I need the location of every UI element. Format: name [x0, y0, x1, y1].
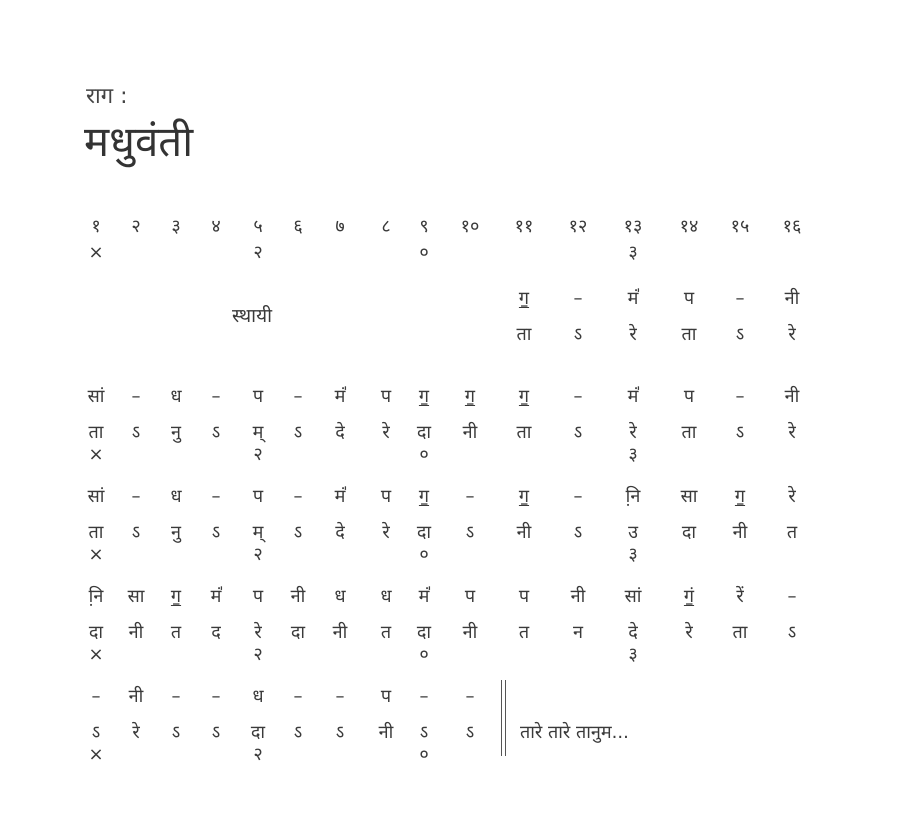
swar-row-cell: –: [419, 686, 429, 707]
taal-mark-cell: ०: [419, 644, 429, 665]
bol-row-cell: ऽ: [293, 422, 303, 443]
sthayi-swar-cell: नी: [784, 288, 800, 309]
bol-row-cell: दा: [416, 522, 432, 543]
taal-mark-cell: ×: [88, 242, 104, 263]
bol-row-cell: रे: [629, 422, 637, 443]
beat-number-cell: १: [91, 216, 101, 237]
swar-row-cell: सा: [127, 586, 145, 607]
beat-number-cell: ५: [253, 216, 263, 237]
bol-row-cell: ता: [681, 422, 697, 443]
bol-row-cell: रे: [382, 522, 390, 543]
bol-row-cell: ऽ: [335, 722, 345, 743]
taal-mark-cell: २: [253, 744, 263, 765]
swar-row-cell: प: [380, 686, 392, 707]
taal-mark-cell: ३: [628, 644, 638, 665]
bol-row-cell: दा: [88, 622, 104, 643]
bol-row-cell: दे: [335, 422, 345, 443]
taal-mark-cell: ०: [419, 242, 429, 263]
swar-row-cell: प: [464, 586, 476, 607]
taal-mark-cell: ×: [88, 644, 104, 665]
swar-row-cell: रे: [788, 486, 796, 507]
taal-mark-cell: ०: [419, 444, 429, 465]
bol-row-cell: त: [518, 622, 530, 643]
bol-row-cell: रे: [132, 722, 140, 743]
bol-row-cell: नी: [516, 522, 532, 543]
bol-row-cell: नी: [378, 722, 394, 743]
swar-row-cell: सां: [87, 386, 105, 407]
swar-row-cell: सा: [680, 486, 698, 507]
taal-mark-cell: २: [253, 444, 263, 465]
swar-row-cell: –: [335, 686, 345, 707]
taal-mark-cell: २: [253, 644, 263, 665]
bol-row-cell: त: [170, 622, 182, 643]
sthayi-bol-cell: ता: [516, 324, 532, 345]
swar-row-cell: नि़: [625, 486, 641, 507]
bol-row-cell: दा: [416, 622, 432, 643]
sthayi-bol: [0, 322, 905, 352]
beat-number-cell: ६: [293, 216, 303, 237]
sthayi-bol-cell: ऽ: [573, 324, 583, 345]
bol-row-cell: ऽ: [293, 522, 303, 543]
bol-row-cell: ऽ: [211, 522, 221, 543]
swar-row-cell: ध: [334, 586, 346, 607]
sthayi-bol-cell: ऽ: [735, 324, 745, 345]
swar-row-cell: –: [131, 386, 141, 407]
swar-row-cell: –: [573, 486, 583, 507]
swar-row-cell: नी: [128, 686, 144, 707]
sthayi-swar-cell: –: [573, 288, 583, 309]
sthayi-bol-cell: रे: [788, 324, 796, 345]
swar-row-cell: मं॑: [418, 586, 430, 607]
raag-label: राग :: [86, 84, 128, 109]
swar-row-cell: ग॒: [518, 486, 530, 507]
swar-row-cell: –: [131, 486, 141, 507]
sthayi-bol-cell: ता: [681, 324, 697, 345]
beat-number-cell: ९: [419, 216, 429, 237]
bol-row-cell: दा: [290, 622, 306, 643]
sthayi-label: स्थायी: [232, 305, 273, 327]
taal-mark-cell: ३: [628, 444, 638, 465]
beat-number-cell: १५: [730, 216, 750, 237]
taal-mark: [0, 746, 905, 776]
bol-row-cell: नी: [732, 522, 748, 543]
bol-row-cell: रे: [685, 622, 693, 643]
swar-row-cell: ध: [170, 386, 182, 407]
bol-row-cell: ऽ: [293, 722, 303, 743]
bol-row-cell: नी: [462, 622, 478, 643]
sthayi-swar-cell: मं॑: [627, 288, 639, 309]
bol-row-cell: ऽ: [211, 422, 221, 443]
bol-row-cell: ऽ: [211, 722, 221, 743]
double-barline: [501, 680, 506, 756]
beat-number-cell: ३: [171, 216, 181, 237]
bol-row-cell: त: [786, 522, 798, 543]
swar-row-cell: प: [380, 486, 392, 507]
swar-row-cell: ग॒: [734, 486, 746, 507]
bol-row-cell: दा: [250, 722, 266, 743]
swar-row: [0, 384, 905, 414]
beat-number-cell: २: [131, 216, 141, 237]
swar-row-cell: नी: [290, 586, 306, 607]
bol-row-cell: दा: [416, 422, 432, 443]
bol-row-cell: ऽ: [573, 522, 583, 543]
taal-mark-cell: ×: [88, 444, 104, 465]
sthayi-swar: [0, 286, 905, 316]
bol-row-cell: ऽ: [465, 522, 475, 543]
bol-row-cell: न: [573, 622, 583, 643]
sthayi-bol-cell: रे: [629, 324, 637, 345]
swar-row-cell: –: [91, 686, 101, 707]
sthayi-swar-cell: –: [735, 288, 745, 309]
bol-row-cell: दे: [628, 622, 638, 643]
beat-number-cell: १०: [460, 216, 480, 237]
bol-row-cell: ऽ: [419, 722, 429, 743]
taal-mark-cell: ×: [88, 544, 104, 565]
swar-row-cell: ग॒: [518, 386, 530, 407]
tail-text: तारे तारे तानुम...: [520, 722, 629, 743]
swar-row-cell: सां: [87, 486, 105, 507]
swar-row-cell: प: [252, 386, 264, 407]
taal-mark: [0, 646, 905, 676]
swar-row-cell: ध: [170, 486, 182, 507]
bol-row-cell: म्: [252, 422, 264, 443]
bol-row-cell: ता: [516, 422, 532, 443]
taal-mark: [0, 446, 905, 476]
beat-number-cell: १३: [623, 216, 643, 237]
swar-row-cell: –: [735, 386, 745, 407]
beat-number-cell: ७: [335, 216, 345, 237]
swar-row: [0, 584, 905, 614]
bol-row-cell: नी: [332, 622, 348, 643]
sthayi-swar-cell: प: [683, 288, 695, 309]
swar-row-cell: –: [211, 386, 221, 407]
bol-row-cell: ऽ: [171, 722, 181, 743]
swar-row-cell: नी: [570, 586, 586, 607]
taal-mark-cell: २: [253, 544, 263, 565]
bol-row-cell: ऽ: [131, 522, 141, 543]
swar-row: [0, 484, 905, 514]
bol-row-cell: रे: [382, 422, 390, 443]
taal-mark-cell: ३: [628, 242, 638, 263]
bol-row-cell: रे: [788, 422, 796, 443]
swar-row-cell: मं॑: [627, 386, 639, 407]
swar-row-cell: –: [787, 586, 797, 607]
taal-mark-cell: ०: [419, 544, 429, 565]
bol-row-cell: उ: [628, 522, 638, 543]
swar-row-cell: ध: [380, 586, 392, 607]
beat-number-cell: ४: [211, 216, 221, 237]
bol-row-cell: ऽ: [131, 422, 141, 443]
swar-row-cell: मं॑: [210, 586, 222, 607]
bol-row-cell: ता: [88, 422, 104, 443]
swar-row-cell: प: [380, 386, 392, 407]
beat-number: [0, 214, 905, 244]
swar-row-cell: रें: [736, 586, 744, 607]
swar-row-cell: मं॑: [334, 486, 346, 507]
swar-row-cell: ध: [252, 686, 264, 707]
swar-row-cell: ग॒: [464, 386, 476, 407]
swar-row-cell: सां: [624, 586, 642, 607]
taal-mark-cell: ०: [419, 744, 429, 765]
bol-row-cell: ऽ: [787, 622, 797, 643]
swar-row-cell: –: [465, 486, 475, 507]
taal-mark-cell: ×: [88, 744, 104, 765]
bol-row-cell: त: [380, 622, 392, 643]
swar-row-cell: –: [465, 686, 475, 707]
bol-row-cell: दा: [681, 522, 697, 543]
raag-name-title: मधुवंती: [84, 117, 194, 166]
swar-row: [0, 684, 905, 714]
swar-row-cell: –: [293, 386, 303, 407]
taal-mark: [0, 546, 905, 576]
bol-row-cell: दे: [335, 522, 345, 543]
bol-row-cell: ऽ: [735, 422, 745, 443]
beat-number-cell: १६: [782, 216, 802, 237]
bol-row-cell: नी: [462, 422, 478, 443]
swar-row-cell: नी: [784, 386, 800, 407]
taal-mark: [0, 244, 905, 274]
bol-row-cell: नु: [171, 422, 181, 443]
bol-row-cell: ऽ: [465, 722, 475, 743]
beat-number-cell: ११: [514, 216, 534, 237]
swar-row-cell: मं॑: [334, 386, 346, 407]
swar-row-cell: ग॒: [170, 586, 182, 607]
bol-row-cell: म्: [252, 522, 264, 543]
bol-row-cell: नु: [171, 522, 181, 543]
swar-row-cell: –: [171, 686, 181, 707]
swar-row-cell: नि़: [88, 586, 104, 607]
swar-row-cell: –: [293, 486, 303, 507]
swar-row-cell: –: [211, 486, 221, 507]
beat-number-cell: १२: [568, 216, 588, 237]
sthayi-swar-cell: ग॒: [518, 288, 530, 309]
swar-row-cell: प: [252, 586, 264, 607]
swar-row-cell: –: [211, 686, 221, 707]
swar-row-cell: –: [293, 686, 303, 707]
bol-row-cell: ऽ: [91, 722, 101, 743]
taal-mark-cell: २: [253, 242, 263, 263]
bol-row-cell: ता: [88, 522, 104, 543]
beat-number-cell: १४: [679, 216, 699, 237]
swar-row-cell: प: [518, 586, 530, 607]
swar-row-cell: ग॒: [418, 486, 430, 507]
bol-row-cell: ता: [732, 622, 748, 643]
beat-number-cell: ८: [381, 216, 391, 237]
bol-row-cell: नी: [128, 622, 144, 643]
swar-row-cell: –: [573, 386, 583, 407]
swar-row-cell: गं॒: [683, 586, 695, 607]
taal-mark-cell: ३: [628, 544, 638, 565]
bol-row-cell: ऽ: [573, 422, 583, 443]
swar-row-cell: प: [252, 486, 264, 507]
bol-row-cell: रे: [254, 622, 262, 643]
bol-row-cell: द: [211, 622, 221, 643]
swar-row-cell: ग॒: [418, 386, 430, 407]
swar-row-cell: प: [683, 386, 695, 407]
